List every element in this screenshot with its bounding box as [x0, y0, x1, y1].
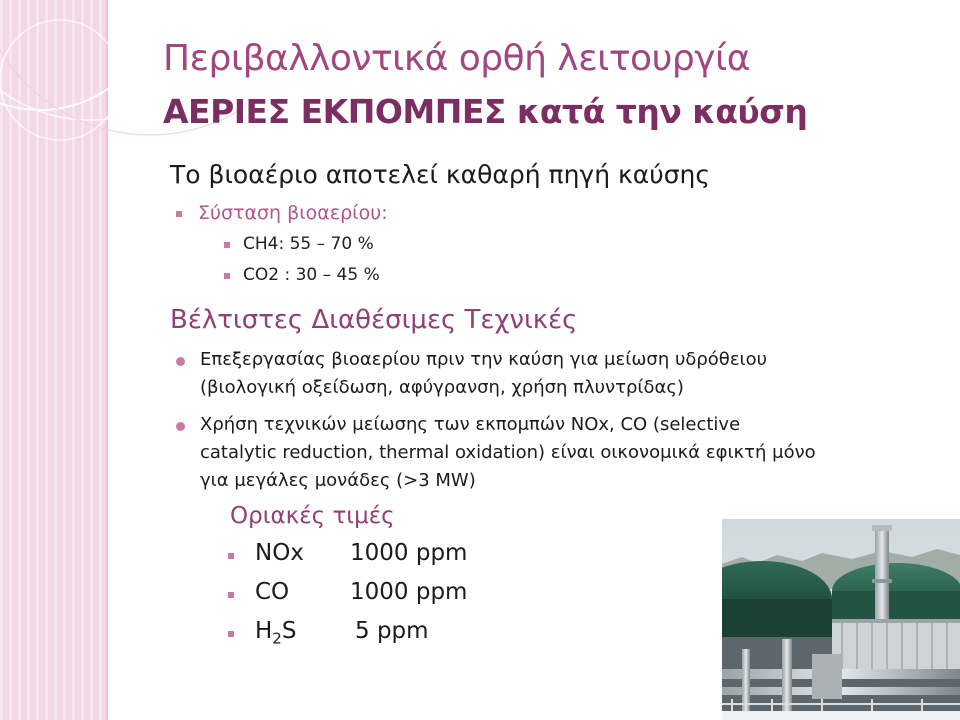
- square-bullet-icon: [228, 553, 234, 559]
- square-bullet-icon: [228, 631, 234, 637]
- limit-value-co: 1000 ppm: [350, 579, 468, 605]
- slide-title-line2: ΑΕΡΙΕΣ ΕΚΠΟΜΠΕΣ κατά την καύση: [163, 92, 808, 131]
- limits-heading: Οριακές τιμές: [230, 503, 395, 529]
- round-bullet-icon: [176, 422, 185, 431]
- h2s-main: H: [255, 618, 273, 644]
- limit-name-co: CO: [255, 579, 290, 605]
- bat-bullet-2-line1: Χρήση τεχνικών μείωσης των εκπομπών NOx, CO (selective: [200, 414, 741, 435]
- biogas-plant-photo: [722, 519, 960, 720]
- section2-heading: Βέλτιστες Διαθέσιμες Τεχνικές: [170, 305, 578, 335]
- bat-bullet-1-line2: (βιολογική οξείδωση, αφύγρανση, χρήση πλυντρίδας): [200, 377, 684, 398]
- composition-subheading: Σύσταση βιοαερίου:: [198, 202, 388, 224]
- slide-title-line1: Περιβαλλοντικά ορθή λειτουργία: [163, 38, 750, 79]
- section1-heading: Το βιοαέριο αποτελεί καθαρή πηγή καύσης: [170, 160, 711, 189]
- square-bullet-icon: [228, 592, 234, 598]
- h2s-tail: S: [281, 618, 297, 644]
- composition-item-ch4: CH4: 55 – 70 %: [243, 234, 374, 254]
- limit-name-h2s: [255, 618, 296, 648]
- bat-bullet-2-line3: για μεγάλες μονάδες (>3 MW): [200, 470, 476, 491]
- composition-item-co2: CO2 : 30 – 45 %: [243, 265, 380, 285]
- square-bullet-icon: [224, 273, 230, 279]
- limit-name-nox: NOx: [255, 540, 304, 566]
- limit-value-nox: 1000 ppm: [350, 540, 468, 566]
- bat-bullet-2-line2: catalytic reduction, thermal oxidation) είναι οικονομικά εφικτή μόνο: [200, 442, 816, 463]
- square-bullet-icon: [176, 211, 182, 217]
- biogas-plant-illustration: [722, 519, 960, 720]
- limit-value-h2s: 5 ppm: [355, 618, 429, 644]
- round-bullet-icon: [176, 357, 185, 366]
- h2s-subscript: 2: [272, 629, 282, 648]
- square-bullet-icon: [224, 242, 230, 248]
- bat-bullet-1-line1: Επεξεργασίας βιοαερίου πριν την καύση για μείωση υδρόθειου: [200, 349, 768, 370]
